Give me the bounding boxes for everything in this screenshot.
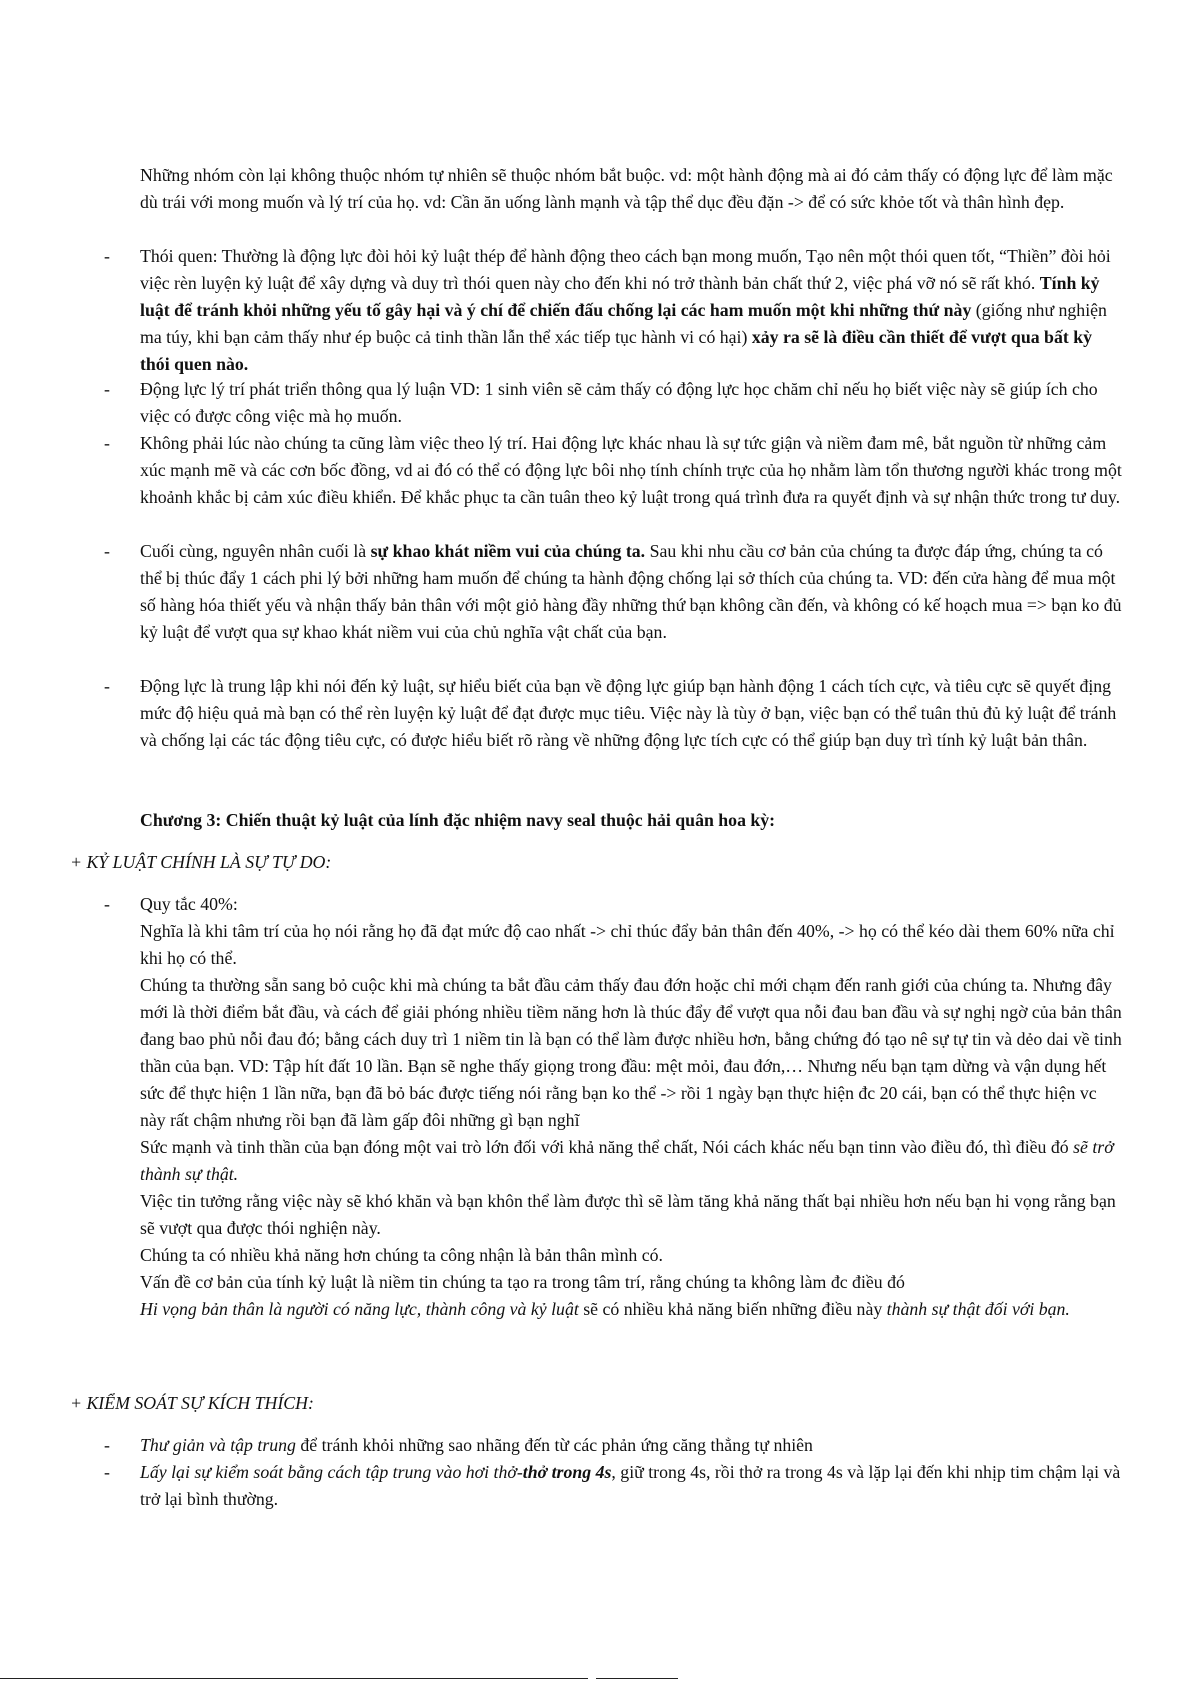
italic-text: Thư giản và tập trung [140,1435,296,1455]
rule-title: Quy tắc 40%: [140,894,238,914]
text: Thói quen: Thường là động lực đòi hỏi kỷ luật thép để hành động theo cách bạn mong muốn, Tạo nên một thói quen tốt, “Thiền” đòi hỏi việc rèn luyện kỷ luật để xây dựng và duy trì thói quen này cho đến khi nó trở thành bản chất thứ 2, việc phá vỡ nó sẽ rất khó. [140,246,1111,293]
paragraph: Chúng ta có nhiều khả năng hơn chúng ta công nhận là bản thân mình có. [140,1245,663,1265]
text: Sau khi nhu cầu cơ bản của chúng ta được đáp ứng, chúng ta có thể bị thúc đẩy 1 cách phi lý bởi những ham muốn để chúng ta hành động chống lại sở thích của chúng ta. VD: đến cửa hàng để mua một số hàng hóa thiết yếu và nhận thấy bản thân với một giỏ hàng đầy những thứ bạn không cần đến, và không có kế hoạch mua => bạn ko đủ kỷ luật để vượt qua sự khao khát niềm vui của chủ nghĩa vật chất của bạn. [140,541,1122,642]
list-item-habit [104,243,1122,378]
bold-text: sự khao khát niềm vui của chúng ta. [370,541,646,561]
bullet-dash: - [104,1435,110,1455]
text: Cuối cùng, nguyên nhân cuối là [140,541,371,561]
list-item-breath [104,1459,1122,1513]
intro-paragraph: Những nhóm còn lại không thuộc nhóm tự nhiên sẽ thuộc nhóm bắt buộc. vd: một hành động mà ai đó cảm thấy có động lực để làm mặc dù trái với mong muốn và lý trí của họ. vd: Cần ăn uống lành mạnh và tập thể dục đều đặn -> để có sức khỏe tốt và thân hình đẹp. [140,165,1113,212]
italic-text: sẽ trở thành sự thật. [140,1137,1114,1184]
paragraph [140,1296,1122,1323]
italic-text: Lấy lại sự kiểm soát bằng cách tập trung vào hơi thở- [140,1462,523,1482]
text: sẽ có nhiều khả năng biến những điều này [578,1299,887,1319]
list-item-rational [104,376,1122,430]
bold-text: Tính kỷ luật để tránh khỏi những yếu tố gây hại và ý chí để chiến đấu chống lại các ham muốn một khi những thứ này [140,273,1100,320]
list-item-neutral [104,673,1122,754]
paragraph: Nghĩa là khi tâm trí của họ nói rằng họ đã đạt mức độ cao nhất -> chỉ thúc đẩy bản thân đến 40%, -> họ có thể kéo dài them 60% nữa chỉ khi họ có thể. [140,921,1115,968]
chapter-title: Chương 3: Chiến thuật kỷ luật của lính đặc nhiệm navy seal thuộc hải quân hoa kỳ: [140,810,776,830]
text: Không phải lúc nào chúng ta cũng làm việc theo lý trí. Hai động lực khác nhau là sự tức giận và niềm đam mê, bắt nguồn từ những cảm xúc mạnh mẽ và các cơn bốc đồng, vd ai đó có thể có động lực bôi nhọ tính chính trực của họ nhằm làm tổn thương người khác trong một khoảnh khắc bị cảm xúc điều khiển. Để khắc phục ta cần tuân theo kỷ luật trong quá trình đưa ra quyết định và sự nhận thức trong tư duy. [140,433,1122,507]
bullet-dash: - [104,433,110,453]
text: Động lực lý trí phát triển thông qua lý luận VD: 1 sinh viên sẽ cảm thấy có động lực học chăm chỉ nếu họ biết việc này sẽ giúp ích cho việc có được công việc mà họ muốn. [140,379,1098,426]
section-heading-control: + KIỂM SOÁT SỰ KÍCH THÍCH: [70,1393,314,1413]
bullet-dash: - [104,246,110,266]
paragraph: Vấn đề cơ bản của tính kỷ luật là niềm tin chúng ta tạo ra trong tâm trí, rằng chúng ta không làm đc điều đó [140,1272,905,1292]
list-item-rule [104,891,1122,1323]
bold-text: xảy ra sẽ là điều cần thiết để vượt qua bất kỳ thói quen nào. [140,327,1092,374]
bold-italic-text: thở trong 4s [522,1462,612,1482]
italic-text: Hi vọng bản thân là người có năng lực, thành công và kỷ luật [140,1299,579,1319]
italic-text: thành sự thật đối với bạn. [886,1299,1070,1319]
list-item-pleasure [104,538,1122,646]
paragraph: Việc tin tưởng rằng việc này sẽ khó khăn và bạn khôn thể làm được thì sẽ làm tăng khả năng thất bại nhiều hơn nếu bạn hi vọng rằng bạn sẽ vượt qua được thói nghiện này. [140,1191,1116,1238]
bullet-dash: - [104,379,110,399]
section-heading-freedom: + KỶ LUẬT CHÍNH LÀ SỰ TỰ DO: [70,852,332,872]
bullet-dash: - [104,894,110,914]
list-item-emotion [104,430,1122,511]
bullet-dash: - [104,541,110,561]
text: Động lực là trung lập khi nói đến kỷ luật, sự hiểu biết của bạn về động lực giúp bạn hành động 1 cách tích cực, và tiêu cực sẽ quyết địng mức độ hiệu quả mà bạn có thể rèn luyện kỷ luật để đạt được mục tiêu. Việc này là tùy ở bạn, việc bạn có thể tuân thủ đủ kỷ luật để tránh và chống lại các tác động tiêu cực, có được hiểu biết rõ ràng về những động lực tích cực có thể giúp bạn duy trì tính kỷ luật bản thân. [140,676,1117,750]
text: , giữ trong 4s, rồi thở ra trong 4s và lặp lại đến khi nhịp tim chậm lại và trở lại bình thường. [140,1462,1121,1509]
text: (giống như nghiện ma túy, khi bạn cảm thấy như ép buộc cả tinh thần lẫn thể xác tiếp tục hành vi có hại) [140,300,1107,347]
footer-rule [596,1678,678,1679]
paragraph: Chúng ta thường sẵn sang bỏ cuộc khi mà chúng ta bắt đầu cảm thấy đau đớn hoặc chỉ mới chạm đến ranh giới của chúng ta. Nhưng đây mới là thời điểm bắt đầu, và cách để giải phóng nhiều tiềm năng hơn là thúc đẩy để vượt qua nỗi đau ban đầu và sự nghị ngờ của bản thân đang bao phủ nỗi đau đó; bằng cách duy trì 1 niềm tin là bạn có thể làm được nhiều hơn, bằng chứng đó tạo nê sự tự tin và dẻo dai về tinh thần của bạn. VD: Tập hít đất 10 lần. Bạn sẽ nghe thấy giọng trong đầu: mệt mỏi, đau đớn,… Nhưng nếu bạn tạm dừng và vận dụng hết sức để thực hiện 1 lần nữa, bạn đã bỏ bác được tiếng nói rằng bạn ko thể -> rồi 1 ngày bạn thực hiện đc 20 cái, bạn có thể thực hiện vc này rất chậm nhưng rồi bạn đã làm gấp đôi những gì bạn nghĩ [140,975,1122,1130]
bullet-dash: - [104,1462,110,1482]
bullet-dash: - [104,676,110,696]
text: để tránh khỏi những sao nhãng đến từ các phản ứng căng thẳng tự nhiên [295,1435,813,1455]
list-item-relax [104,1432,1122,1459]
footer-rule [0,1678,588,1679]
paragraph [140,1134,1122,1188]
text: Sức mạnh và tinh thần của bạn đóng một vai trò lớn đối với khả năng thể chất, Nói cách khác nếu bạn tinn vào điều đó, thì điều đó [140,1137,1074,1157]
